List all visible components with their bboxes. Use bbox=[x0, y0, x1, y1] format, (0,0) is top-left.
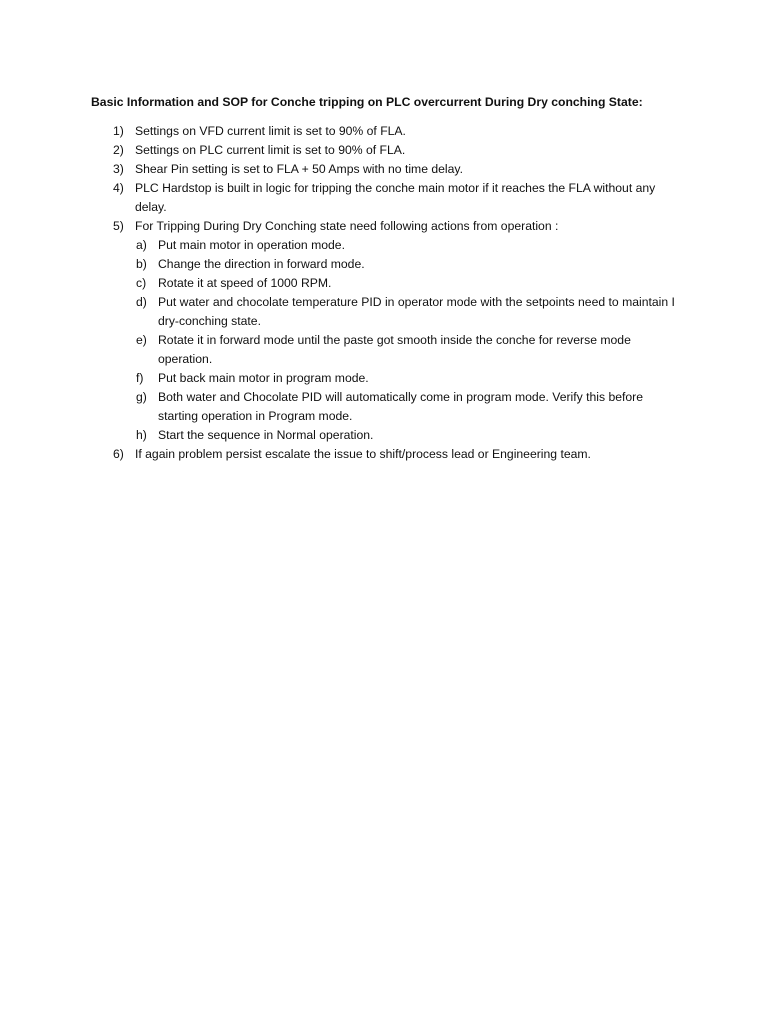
step-text: Settings on VFD current limit is set to 90% of FLA. bbox=[135, 124, 406, 138]
step-text: For Tripping During Dry Conching state need following actions from operation : bbox=[135, 219, 559, 233]
step-text: PLC Hardstop is built in logic for tripping the conche main motor if it reaches the FLA without any delay. bbox=[135, 181, 656, 214]
substep-letter: f) bbox=[136, 371, 144, 385]
substep-text: Put main motor in operation mode. bbox=[158, 238, 345, 252]
step-item-3 bbox=[91, 160, 681, 179]
substep-text: Put water and chocolate temperature PID in operator mode with the setpoints need to maintain I dry-conching state. bbox=[158, 295, 675, 328]
substep-letter: h) bbox=[136, 428, 147, 442]
substep-item-a bbox=[135, 236, 681, 255]
sop-steps-list bbox=[91, 122, 681, 464]
step-number: 5) bbox=[113, 219, 124, 233]
substep-letter: a) bbox=[136, 238, 147, 252]
substep-item-e bbox=[135, 331, 681, 369]
substep-letter: e) bbox=[136, 333, 147, 347]
substep-item-c bbox=[135, 274, 681, 293]
substep-letter: g) bbox=[136, 390, 147, 404]
substep-text: Start the sequence in Normal operation. bbox=[158, 428, 374, 442]
step-text: Settings on PLC current limit is set to 90% of FLA. bbox=[135, 143, 406, 157]
step-item-5 bbox=[91, 217, 681, 445]
step-number: 6) bbox=[113, 447, 124, 461]
substep-text: Put back main motor in program mode. bbox=[158, 371, 369, 385]
substep-text: Change the direction in forward mode. bbox=[158, 257, 365, 271]
step-number: 2) bbox=[113, 143, 124, 157]
step-item-6 bbox=[91, 445, 681, 464]
step-item-1 bbox=[91, 122, 681, 141]
step-number: 4) bbox=[113, 181, 124, 195]
substep-letter: b) bbox=[136, 257, 147, 271]
substeps-list bbox=[135, 236, 681, 445]
substep-letter: d) bbox=[136, 295, 147, 309]
step-text: If again problem persist escalate the issue to shift/process lead or Engineering team. bbox=[135, 447, 591, 461]
substep-item-g bbox=[135, 388, 681, 426]
substep-letter: c) bbox=[136, 276, 147, 290]
substep-text: Rotate it at speed of 1000 RPM. bbox=[158, 276, 332, 290]
step-item-4 bbox=[91, 179, 681, 217]
substep-item-f bbox=[135, 369, 681, 388]
substep-text: Both water and Chocolate PID will automatically come in program mode. Verify this before starting operation in Program mode. bbox=[158, 390, 644, 423]
step-item-2 bbox=[91, 141, 681, 160]
step-text: Shear Pin setting is set to FLA + 50 Amps with no time delay. bbox=[135, 162, 463, 176]
substep-item-b bbox=[135, 255, 681, 274]
substep-item-d bbox=[135, 293, 681, 331]
step-number: 3) bbox=[113, 162, 124, 176]
document-title: Basic Information and SOP for Conche tripping on PLC overcurrent During Dry conching State: bbox=[91, 95, 643, 109]
substep-text: Rotate it in forward mode until the paste got smooth inside the conche for reverse mode operation. bbox=[158, 333, 631, 366]
step-number: 1) bbox=[113, 124, 124, 138]
substep-item-h bbox=[135, 426, 681, 445]
